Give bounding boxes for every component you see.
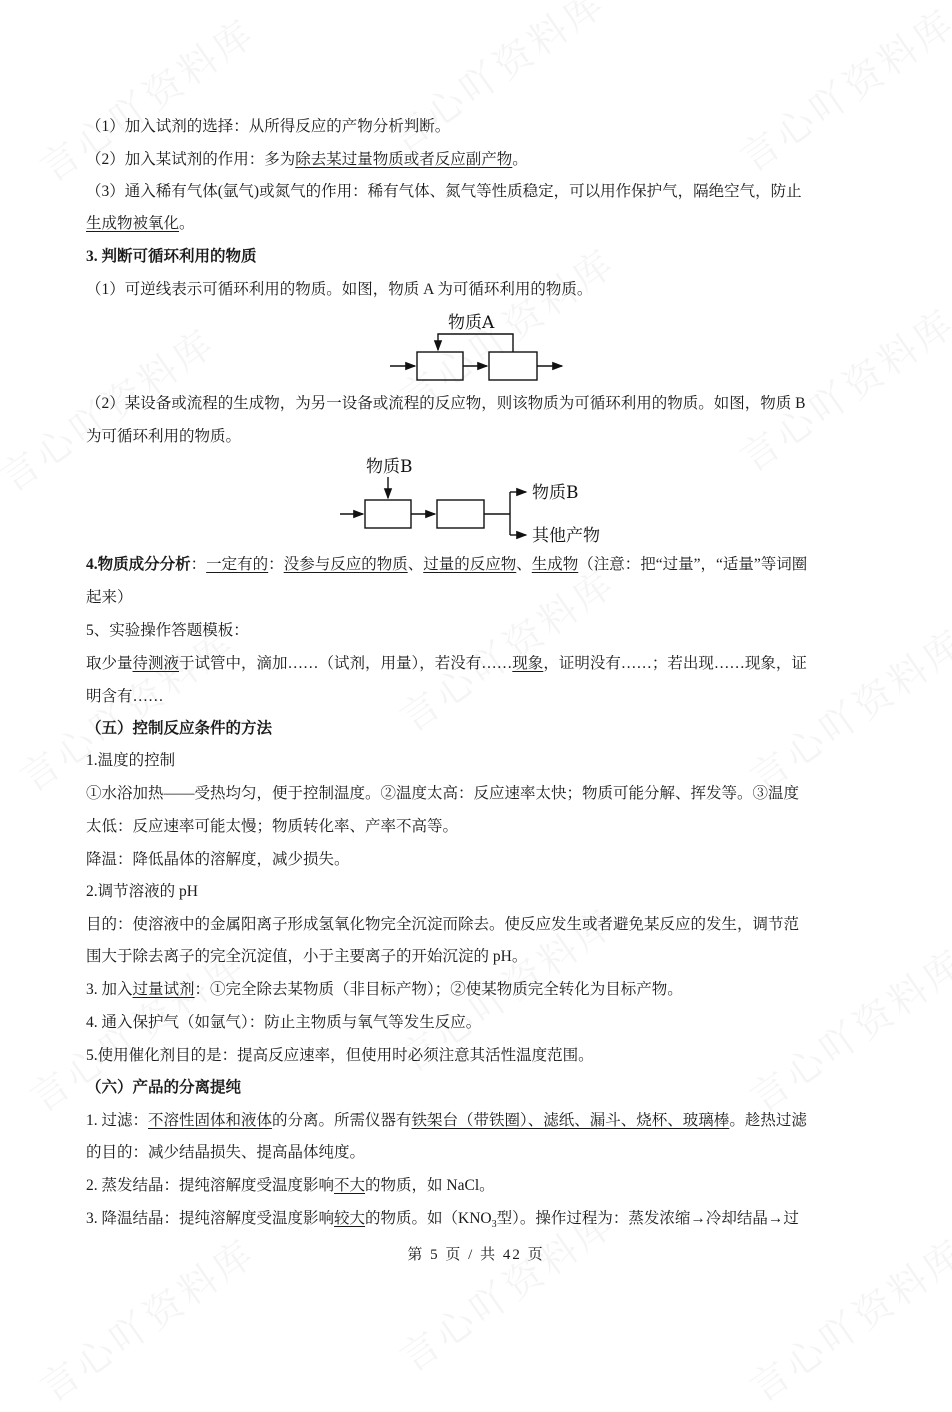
paragraph: 3. 加入过量试剂：①完全除去某物质（非目标产物）；②使某物质完全转化为目标产物。 bbox=[86, 981, 683, 998]
paragraph: 明含有…… bbox=[86, 688, 164, 705]
paragraph: 1. 过滤：不溶性固体和液体的分离。所需仪器有铁架台（带铁圈）、滤纸、漏斗、烧杯、玻璃棒。趁热过滤 bbox=[86, 1112, 807, 1129]
paragraph: 的目的：减少结晶损失、提高晶体纯度。 bbox=[86, 1144, 366, 1161]
paragraph: ①水浴加热——受热均匀，便于控制温度。②温度太高：反应速率太快；物质可能分解、挥发等。③温度 bbox=[86, 785, 800, 802]
paragraph: 为可循环利用的物质。 bbox=[86, 428, 242, 445]
section-heading: （五）控制反应条件的方法 bbox=[86, 720, 273, 737]
paragraph: 5、实验操作答题模板： bbox=[86, 622, 249, 639]
paragraph: （1）可逆线表示可循环利用的物质。如图，物质 A 为可循环利用的物质。 bbox=[86, 281, 593, 298]
paragraph: 5.使用催化剂目的是：提高反应速率，但使用时必须注意其活性温度范围。 bbox=[86, 1047, 594, 1064]
underlined-text: 生成物被氧化 bbox=[86, 215, 180, 232]
paragraph: （3）通入稀有气体(氩气)或氮气的作用：稀有气体、氮气等性质稳定，可以用作保护气，隔绝空气，防止 bbox=[86, 183, 802, 200]
paragraph: 生成物被氧化。 bbox=[86, 215, 195, 232]
section-heading: （六）产品的分离提纯 bbox=[86, 1079, 242, 1096]
paragraph: 1.温度的控制 bbox=[86, 752, 176, 769]
paragraph: 起来） bbox=[86, 589, 133, 606]
paragraph: 降温：降低晶体的溶解度，减少损失。 bbox=[86, 851, 350, 868]
paragraph: 3. 降温结晶：提纯溶解度受温度影响较大的物质。如（$KNO_3$型）。操作过程为：蒸发浓缩→冷却结晶→过 bbox=[86, 1210, 799, 1231]
paragraph: （2）某设备或流程的生成物，为另一设备或流程的反应物，则该物质为可循环利用的物质。如图，物质 B bbox=[86, 395, 806, 412]
page-number: 第 5 页 / 共 42 页 bbox=[407, 1247, 545, 1263]
paragraph: 4. 通入保护气（如氩气）：防止主物质与氧气等发生反应。 bbox=[86, 1014, 482, 1031]
svg-text:物质B: 物质B bbox=[532, 483, 579, 503]
paragraph: 2. 蒸发结晶：提纯溶解度受温度影响不大的物质，如 NaCl。 bbox=[86, 1177, 495, 1194]
paragraph: 目的：使溶液中的金属阳离子形成氢氧化物完全沉淀而除去。使反应发生或者避免某反应的发生，调节范 bbox=[86, 916, 800, 933]
diagram-b bbox=[335, 452, 635, 547]
paragraph: 围大于除去离子的完全沉淀值，小于主要离子的开始沉淀的 pH。 bbox=[86, 948, 528, 965]
svg-text:其他产物: 其他产物 bbox=[532, 526, 600, 546]
paragraph: 太低：反应速率可能太慢；物质转化率、产率不高等。 bbox=[86, 818, 459, 835]
diagram-label: 物质A bbox=[448, 313, 495, 333]
paragraph: （1）加入试剂的选择：从所得反应的产物分析判断。 bbox=[86, 118, 451, 135]
paragraph: 4.物质成分分析：一定有的：没参与反应的物质、过量的反应物、生成物（注意：把“过量”，“适量”等词圈 bbox=[86, 556, 808, 573]
svg-text:物质B: 物质B bbox=[366, 457, 413, 477]
paragraph: 取少量待测液于试管中，滴加……（试剂，用量），若没有……现象，证明没有……；若出现……现象，证 bbox=[86, 655, 807, 672]
underlined-text: 除去某过量物质或者反应副产物 bbox=[295, 151, 513, 168]
diagram-a bbox=[380, 305, 580, 390]
paragraph: （2）加入某试剂的作用：多为除去某过量物质或者反应副产物。 bbox=[86, 151, 528, 168]
paragraph: 2.调节溶液的 pH bbox=[86, 883, 198, 900]
section-heading: 3. 判断可循环利用的物质 bbox=[86, 248, 257, 265]
